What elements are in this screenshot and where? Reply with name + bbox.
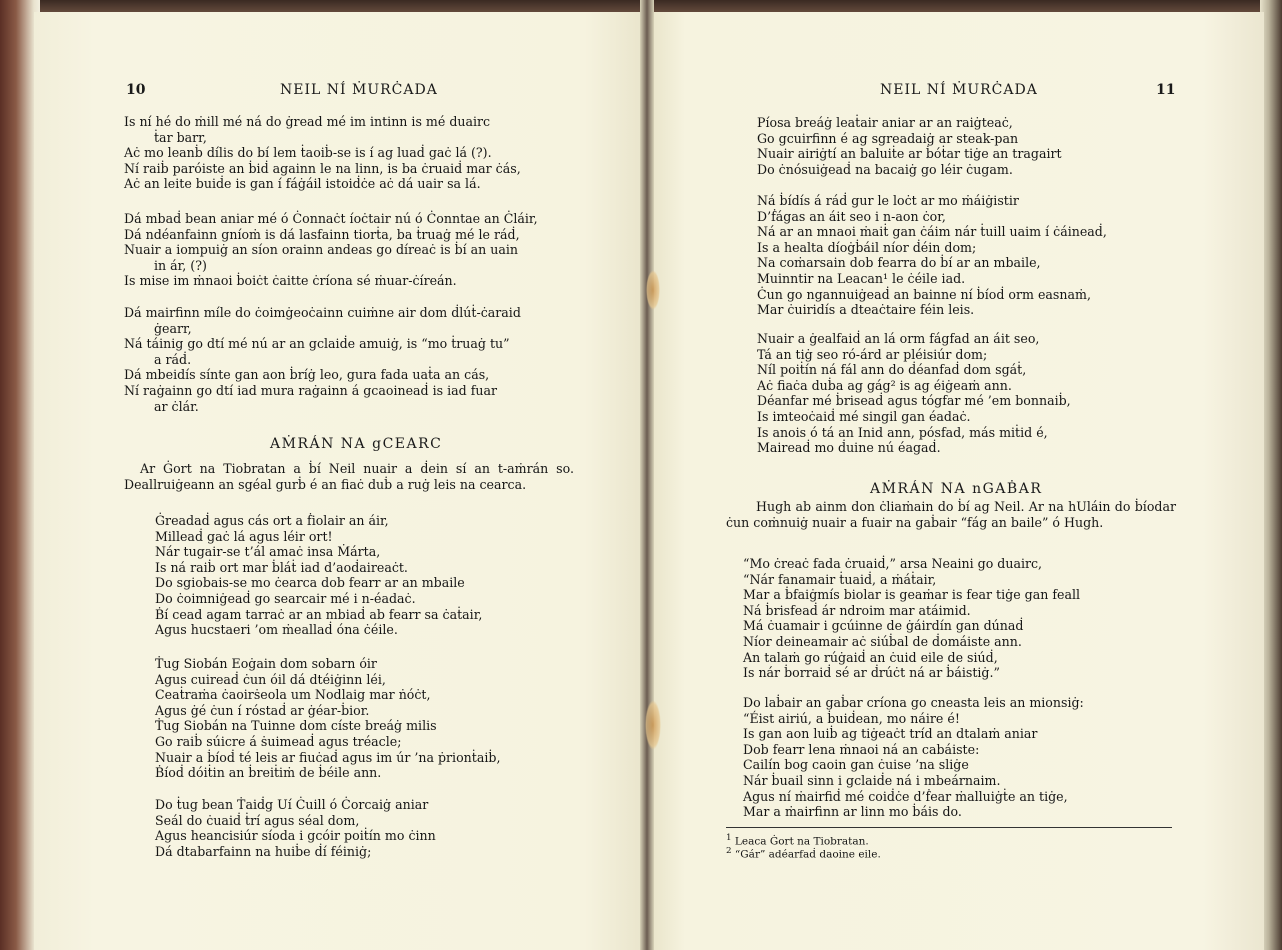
verse-line-continuation: ar ċlár. [154,398,199,414]
verse-line: Ḃíoḋ dóiṫin an ḃreiṫiṁ de ḃéile ann. [155,765,382,781]
verse-line: Is ná raiḃ ort mar ḃláṫ iad d’aoḋaireaċt. [155,559,408,575]
verse-line-continuation: a ráḋ. [154,351,192,367]
footnote-text: “Gár” adéarfaḋ daoine eile. [734,848,881,861]
song-title: AṀRÁN NA nGAḂAR [870,481,1043,497]
page-stain [646,270,660,310]
verse-line: Nuair airiġtí an baluiṫe ar ḃóṫar tiġe an tragairt [757,146,1062,162]
stanza [743,556,1080,681]
stanza [757,331,1071,456]
verse-line: Mar a ḃfaiġmís biolar is geaṁar is fear tiġe gan feall [743,587,1081,603]
footnote [726,845,881,862]
stanza [757,193,1107,318]
verse-line: Do laḃair an gaḃar críona go cneasta leis an mionsiġ: [743,695,1084,710]
verse-line-continuation: ġearr, [154,320,192,336]
verse-line: Mar a ṁairfinn ar linn mo ḃáis do. [743,804,962,820]
verse-line: Maireaḋ mo ḋuine nú éagaḋ. [757,440,941,456]
verse-line: Ceaṫraṁa ċaoirṡeola um Nodlaig mar ṅóċt, [155,687,431,703]
song-intro: Hugh ab ainm don ċliaṁain do ḃí ag Neil. Ar na hUláin do ḃíodar ċun coṁnuiġ nuair a fuair na gaḃair “fág an baile” ó Hugh. [726,499,1176,530]
verse-line: Cailín bog caoin gan ċuise ’na sliġe [743,757,969,773]
verse-line: Aċ mo leanḃ dílis do bí lem ṫaoiḃ-se is í ag luaḋ gaċ lá (?). [124,145,492,161]
verse-line: Is gan aon luiḃ ag tiġeaċt tríd an dtalaṁ aniar [743,726,1038,742]
verse-line: “Nár fanamair ṫuaiḋ, a ṁáṫair, [743,571,937,587]
verse-line: Do ṫug bean Ṫaiḋg Uí Ċuill ó Ċorcaiġ aniar [155,797,429,812]
verse-line: Is mise im ṁnaoi ḃoiċt ċaitte ċríona sé ṁuar-ċíreán. [124,273,457,289]
verse-line: Is nár ḃorraiḋ sé ar ḋrúċt ná ar ḃáistiġ.” [743,665,1000,681]
verse-line: Dá ndéanfainn gníoṁ is dá lasfainn tiorṫa, ba ṫruaġ mé le ráḋ, [124,226,520,242]
song-title: AṀRÁN NA gCEARC [270,436,443,452]
verse-line: Ná ḃídís á ráḋ gur le loċt ar mo ṁáiġistir [757,193,1019,208]
verse-line: Aċ fiaċa duḃa ag gág² is ag éiġeaṁ ann. [757,377,1012,393]
verse-line: Nár ḃuail sinn i gclaiḋe ná i mbeárnaim. [743,772,1001,788]
verse-line: Dá mairfinn míle do ċoimġeoċainn cuiṁne air dom ḋlúṫ-ċaraid [124,305,521,320]
footnote-mark: 1 [726,833,732,843]
footnote-rule [726,827,1172,828]
page-number: 10 [126,82,146,98]
verse-line-continuation: in ár, (?) [154,257,207,273]
verse-line: Dá mbeidís sínte gan aon ḃríġ leo, gura fada uaṫa an cás, [124,367,490,383]
verse-line: Do ċoimniġeaḋ go searcair mé i n-éadaċ. [155,590,416,606]
verse-line: Níl poiṫín ná fál ann do ḋéanfaḋ dom sgáṫ, [757,362,1027,378]
running-head: NEIL NÍ ṀURĊADA [880,82,1038,98]
stanza [124,305,521,414]
verse-line: Muinntir na Leacan¹ le ċéile iad. [757,270,966,286]
verse-line: Go gcuirfinn é ag sgreadaiġ ar steak-pan [757,130,1019,146]
verse-line: Dá mbaḋ bean aniar mé ó Ċonnaċt íoċtair nú ó Ċonntae an Ċláir, [124,211,538,226]
verse-line: Ḃí cead agam tarraċ ar an mbiaḋ ab fearr sa ċaṫair, [155,606,483,622]
verse-line: Ṫug Siobán Eoġain dom sobarn óir [155,656,377,671]
verse-line: Ná táinig go dtí mé nú ar an gclaiḋe amuiġ, is “mo ṫruaġ tu” [124,336,510,352]
verse-line: Seál do ċuaiḋ ṫrí agus séal dom, [155,812,360,828]
verse-line: Ní raġainn go dtí iad mura raġainn á gcaoineaḋ is iad fuar [124,382,498,398]
verse-line: Do ċnósuiġeaḋ na bacaiġ go léir ċugam. [757,161,1013,177]
stanza [124,114,521,192]
verse-line: Is ní hé do ṁill mé ná do ġread mé im intinn is mé duairc [124,114,491,129]
verse-line: “Mo ċreaċ fada ċruaiḋ,” arsa Neaini go duairc, [743,556,1043,571]
verse-line: Déanfar mé ḃriseaḋ agus tógfar mé ’em bonnaiḃ, [757,393,1071,409]
verse-line: Is a healta díoġḃáil níor ḋéin dom; [757,239,977,255]
verse-line: D’ḟágas an áit seo i n-aon ċor, [757,208,946,224]
verse-line: Milleaḋ gaċ lá agus léir ort! [155,528,333,544]
verse-line: Nuair a iompuiġ an síon orainn andeas go díreaċ is ḃí an uain [124,242,519,258]
verse-line: Ġreadaḋ agus cás ort a ḟiolair an áir, [155,513,389,528]
verse-line: An talaṁ go rúġaiḋ an ċuid eile de siúḋ, [743,649,998,665]
verse-line: “Éist airiú, a ḃuiḋean, mo náire é! [743,710,960,726]
page-stain [645,700,661,750]
stanza [743,695,1084,820]
verse-line: Is anois ó tá an Inid ann, pósfad, más miṫid é, [757,424,1048,440]
verse-line: Nuair a ḃíoḋ té leis ar fiuċaḋ agus im úr ’na ṗrionṫaiḃ, [155,749,501,765]
verse-line: Ċun go ngannuiġeaḋ an bainne ní ḃíoḋ orm easnaṁ, [757,286,1091,302]
song-intro: Ar Ġort na Tiobratan a ḃí Neil nuair a ḋein sí an t-aṁrán so. Deallruiġeann an sgéal gurḃ é an fiaċ duḃ a ruġ leis na cearca. [124,461,574,492]
stanza [757,115,1062,177]
verse-line: Ní raiḃ paróiste an ḃiḋ againn le na linn, is ba ċruaiḋ mar ċás, [124,160,521,176]
verse-line: Tá an tiġ seo ró-árd ar pléisiúr dom; [757,346,988,362]
verse-line: Dá dtabarfainn na huiḃe ḋí féiniġ; [155,843,372,859]
verse-line: Agus hucstaeri ’om ṁeallaḋ óna ċéile. [155,622,398,638]
verse-line: Agus heancisiúr síoda i gcóir poiṫín mo ċinn [155,828,436,844]
verse-line: Nár tugair-se t’ál amaċ insa Ṁárta, [155,544,381,560]
verse-line: Do sgiobais-se mo ċearca dob fearr ar an mbaile [155,575,465,591]
verse-line: Ná ar an mnaoi ṁaiṫ gan ċáim nár ṫuill uaim í ċáineaḋ, [757,224,1107,240]
verse-line-continuation: ṫar barr, [154,129,207,145]
verse-line: Dob fearr lena ṁnaoi ná an cabáiste: [743,741,980,757]
verse-line: Na coṁarsain dob fearra do ḃí ar an mbaile, [757,255,1041,271]
stanza [155,656,500,781]
stanza [155,513,482,638]
footnote-mark: 2 [726,846,732,856]
verse-line: Go raiḃ súicre á ṡuimeaḋ agus tréacle; [155,733,402,749]
verse-line: Nuair a ġealfaiḋ an lá orm fágfad an áit seo, [757,331,1040,346]
verse-line: Píosa breáġ leaṫair aniar ar an raiġteaċ, [757,115,1013,130]
page-number: 11 [1156,82,1176,98]
verse-line: Agus cuireaḋ ċun óil dá dtéiġinn léi, [155,671,386,687]
verse-line: Is imteoċaiḋ mé singil gan éadaċ. [757,408,971,424]
footnote-text: Leaca Ġort na Tiobratan. [734,835,869,848]
verse-line: Agus ġé ċun í róstaḋ ar ġéar-ḃior. [155,702,370,718]
book-gutter [640,0,654,950]
verse-line: Má ċuamair i gcúinne de ġáirdín gan dúnaḋ [743,618,1024,634]
stanza [124,211,538,289]
verse-line: Ná ḃrisfeaḋ ár ndroim mar atáimid. [743,602,971,618]
verse-line: Níor deineamair aċ siúḃal de ḋomáiste ann. [743,633,1022,649]
stanza [155,797,436,859]
verse-line: Aċ an leite buiḋe is gan í fáġáil istoiḋċe aċ dá uair sa lá. [124,176,481,192]
verse-line: Agus ní ṁairfiḋ mé coiḋċe d’ḟear ṁalluiġṫe an tiġe, [743,788,1068,804]
verse-line: Ṫug Siobán na Tuinne dom císte breáġ milis [155,718,437,734]
verse-line: Mar ċuiridís a dteaċtaire féin leis. [757,302,975,318]
running-head: NEIL NÍ ṀURĊADA [280,82,438,98]
